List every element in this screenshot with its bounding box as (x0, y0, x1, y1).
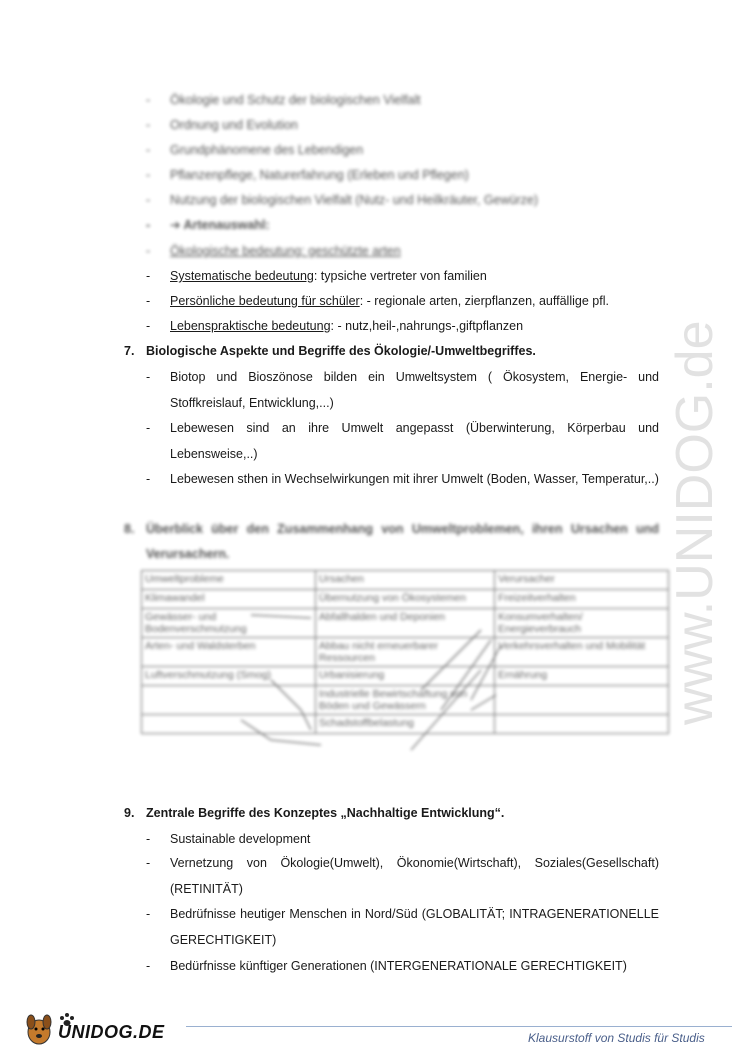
logo-text: UNIDOG.DE (58, 1022, 165, 1042)
table-cell: Umweltprobleme (142, 571, 316, 590)
table-cell: Ernährung (495, 667, 669, 686)
table-cell: Übernutzung von Ökosystemen (315, 590, 494, 609)
footer-tagline: Klausurstoff von Studis für Studis (528, 1031, 705, 1045)
section-7-item: Lebewesen sthen in Wechselwirkungen mit ihrer Umwelt (Boden, Wasser, Temperatur,..) (170, 472, 659, 486)
svg-text:www.UNIDOG.de: www.UNIDOG.de (666, 320, 724, 725)
table-scribbles (141, 570, 669, 780)
table-cell: Abfallhalden und Deponien (315, 609, 494, 638)
table-cell: Urbanisierung (315, 667, 494, 686)
section-8-title-line2: Verursachern. (146, 547, 230, 561)
table-cell: Ursachen (315, 571, 494, 590)
table-cell: Freizeitverhalten (495, 590, 669, 609)
table-cell: Abbau nicht erneuerbarer Ressourcen (315, 638, 494, 667)
section-7-item: Biotop und Bioszönose bilden ein Umweltsystem ( Ökosystem, Energie- und Stoffkreislauf, Entwicklung,...) (170, 370, 659, 410)
table-cell: Gewässer- und Bodenverschmutzung (142, 609, 316, 638)
section-8-title-line1: Überblick über den Zusammenhang von Umweltproblemen, ihren Ursachen und (146, 522, 659, 536)
watermark (650, 285, 740, 735)
table-cell: Konsumverhalten/ Energieverbrauch (495, 609, 669, 638)
footer-divider (186, 1026, 732, 1027)
table-cell: Schadstoffbelastung (315, 715, 494, 734)
table-cell: Luftverschmutzung (Smog) (142, 667, 316, 686)
document-page: - Ökologie und Schutz der biologischen Vielfalt - Ordnung und Evolution - Grundphänomene des Lebendigen - Pflanzenpflege, Naturerfahrung (Erleben und Pflegen) - Nutzung der biologischen Vielfalt (Nutz- und Heilkräuter, Gewürze) - ➔ Artenauswahl: - Ökologische bedeutung: geschützte arten - Systematische bedeutung: typsiche vertreter von familien - Persönliche bedeutung für schüler: - regionale arten, zierpflanzen, auffällige pfl. - Lebenspraktische bedeutung: - nutz,heil-,nahrungs-,giftpflanzen 7. Biologische Aspekte und Begriffe des Ökologie/-Umweltbegriffes. - Biotop und Bioszönose bilden ein Umweltsystem ( Ökosystem, Energie- und Stoffkreislauf, Entwicklung,...) - Lebewesen sind an ihre Umwelt angepasst (Überwinterung, Körperbau und Lebensweise,..) - Lebewesen sthen in Wechselwirkungen mit ihrer Umwelt (Boden, Wasser, Temperatur,..) 8. Überblick über den Zusammenhang von Umweltproblemen, ihren Ursachen und Verursachern. Umweltprobleme Ursachen Verursacher Klimawandel Übernutzung von Ökosystemen Freizeitverhalten Gewässer- und Bodenverschmutzung Abfallhalden und Deponien Konsumverhalten/ Energieverbrauch Arten- und Waldsterben Abbau nicht erneuerbarer Ressourcen Verkehrsverhalten und Mobilität Luftverschmutzung (Smog) Urbanisierung Ernährung Industrielle Bewirtschaftung von Böden und Gewässern Schadstoffbelastung 9. Zentrale Begriffe des Konzeptes „Nachhaltige Entwicklung“. - Sustainable development - Vernetzung von Ökologie(Umwelt), Ökonomie(Wirtschaft), Soziales(Gesellschaft) (RETINITÄT) - Bedrüfnisse heutiger Menschen in Nord/Süd (GLOBALITÄT; INTRAGENERATIONELLE GERECHTIGKEIT) - Bedürfnisse künftiger Generationen (INTERGENERATIONALE GERECHTIGKEIT) www.UNIDOG.de UNIDOG.DE Klausurstoff von Studis für Studis (0, 0, 750, 1060)
table-cell: Arten- und Waldsterben (142, 638, 316, 667)
table-cell: Verursacher (495, 571, 669, 590)
table-cell: Verkehrsverhalten und Mobilität (495, 638, 669, 667)
section-9-item: Bedrüfnisse heutiger Menschen in Nord/Süd (GLOBALITÄT; INTRAGENERATIONELLE GERECHTIGKEIT) (170, 907, 659, 947)
table-cell: Industrielle Bewirtschaftung von Böden und Gewässern (315, 686, 494, 715)
section-7-item: Lebewesen sind an ihre Umwelt angepasst (Überwinterung, Körperbau und Lebensweise,..) (170, 421, 659, 461)
section-9-item: Vernetzung von Ökologie(Umwelt), Ökonomie(Wirtschaft), Soziales(Gesellschaft) (RETINITÄT) (170, 856, 659, 896)
table-cell: Klimawandel (142, 590, 316, 609)
